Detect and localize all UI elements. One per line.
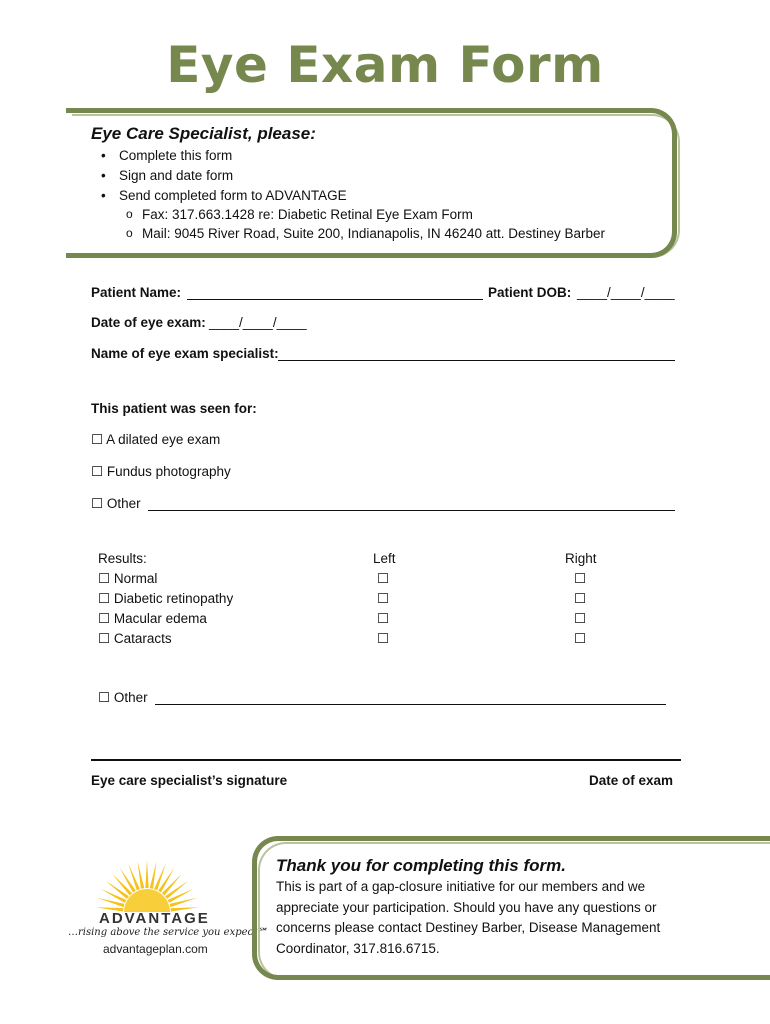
result-label: Cataracts xyxy=(113,631,172,646)
specialist-label: Name of eye exam specialist: xyxy=(91,346,279,361)
right-checkbox-normal[interactable]: ☐ xyxy=(574,571,587,586)
fax-text: Fax: 317.663.1428 re: Diabetic Retinal Eye Exam Form xyxy=(142,207,473,222)
sub-bullet-item xyxy=(126,207,473,222)
option-fundus-photography[interactable] xyxy=(91,464,231,480)
sun-ray xyxy=(137,861,144,889)
checkbox[interactable]: ☐ xyxy=(91,496,104,511)
results-heading: Results: xyxy=(98,551,147,566)
result-row-cataracts xyxy=(98,631,172,647)
checkbox[interactable]: ☐ xyxy=(98,690,111,705)
date-of-exam-label: Date of exam xyxy=(589,773,674,788)
bullet-item xyxy=(101,168,234,183)
seen-for-heading: This patient was seen for: xyxy=(91,401,257,416)
sub-bullet-icon: o xyxy=(126,226,133,240)
bullet-item xyxy=(101,188,347,203)
result-label: Diabetic retinopathy xyxy=(113,591,234,606)
logo-url: advantageplan.com xyxy=(103,942,208,956)
bullet-text: Complete this form xyxy=(119,148,233,163)
checkbox[interactable]: ☐ xyxy=(98,631,111,646)
left-checkbox-normal[interactable]: ☐ xyxy=(377,571,390,586)
bullet-icon: • xyxy=(101,168,106,183)
option-other[interactable] xyxy=(91,496,141,512)
bullet-text: Send completed form to ADVANTAGE xyxy=(119,188,347,203)
instructions-heading: Eye Care Specialist, please: xyxy=(91,124,316,143)
sun-ray xyxy=(145,860,148,888)
result-other-field[interactable] xyxy=(155,704,666,705)
right-checkbox-cataracts[interactable]: ☐ xyxy=(574,631,587,646)
bullet-item xyxy=(101,148,233,163)
result-label: Normal xyxy=(113,571,158,586)
sun-ray xyxy=(120,868,136,893)
option-label: Other xyxy=(106,496,141,511)
patient-dob-label: Patient DOB: xyxy=(488,285,572,300)
mail-text: Mail: 9045 River Road, Suite 200, Indianapolis, IN 46240 att. Destiney Barber xyxy=(142,226,606,241)
patient-name-field[interactable] xyxy=(187,299,483,300)
signature-label: Eye care specialist’s signature xyxy=(91,773,288,788)
checkbox[interactable]: ☐ xyxy=(98,611,111,626)
col-left-header: Left xyxy=(373,551,396,566)
checkbox[interactable]: ☐ xyxy=(91,464,104,479)
bullet-icon: • xyxy=(101,148,106,163)
sun-ray xyxy=(100,889,126,903)
right-checkbox-diabetic-retinopathy[interactable]: ☐ xyxy=(574,591,587,606)
sun-icon xyxy=(92,852,202,912)
option-label: Fundus photography xyxy=(106,464,231,479)
left-checkbox-cataracts[interactable]: ☐ xyxy=(377,631,390,646)
result-row-diabetic-retinopathy xyxy=(98,591,233,607)
result-row-normal xyxy=(98,571,157,587)
date-exam-label: Date of eye exam: xyxy=(91,315,206,330)
sun-ray xyxy=(168,889,194,903)
patient-dob-field[interactable]: ____/____/____ xyxy=(577,285,675,300)
date-exam-field[interactable]: ____/____/____ xyxy=(209,315,307,330)
other-seen-field[interactable] xyxy=(148,510,675,511)
sun-ray xyxy=(150,861,157,889)
logo-tagline: …rising above the service you expect℠ xyxy=(68,927,268,938)
thank-you-heading: Thank you for completing this form. xyxy=(276,856,566,875)
option-label: A dilated eye exam xyxy=(106,432,221,447)
checkbox[interactable]: ☐ xyxy=(98,591,111,606)
result-label: Macular edema xyxy=(113,611,207,626)
bullet-icon: • xyxy=(101,188,106,203)
specialist-name-field[interactable] xyxy=(278,360,675,361)
left-checkbox-macular-edema[interactable]: ☐ xyxy=(377,611,390,626)
sun-ray xyxy=(158,868,174,893)
sub-bullet-item xyxy=(126,226,606,241)
left-checkbox-diabetic-retinopathy[interactable]: ☐ xyxy=(377,591,390,606)
right-checkbox-macular-edema[interactable]: ☐ xyxy=(574,611,587,626)
result-row-macular-edema xyxy=(98,611,207,627)
thank-you-body: This is part of a gap-closure initiative for our members and we appreciate your participation. Should you have any questions or concerns please contact Destiney Barber, Disease Management Coordinator, 317.816.6715. xyxy=(276,879,661,956)
logo-name: ADVANTAGE xyxy=(99,910,210,927)
option-dilated-exam[interactable] xyxy=(91,432,220,448)
patient-name-label: Patient Name: xyxy=(91,285,182,300)
page-title: Eye Exam Form xyxy=(166,36,604,94)
checkbox[interactable]: ☐ xyxy=(98,571,111,586)
result-other[interactable] xyxy=(98,690,148,706)
bullet-text: Sign and date form xyxy=(119,168,234,183)
signature-line[interactable] xyxy=(91,759,681,761)
checkbox[interactable]: ☐ xyxy=(91,432,104,447)
sub-bullet-icon: o xyxy=(126,207,133,221)
result-other-label: Other xyxy=(113,690,148,705)
col-right-header: Right xyxy=(565,551,597,566)
